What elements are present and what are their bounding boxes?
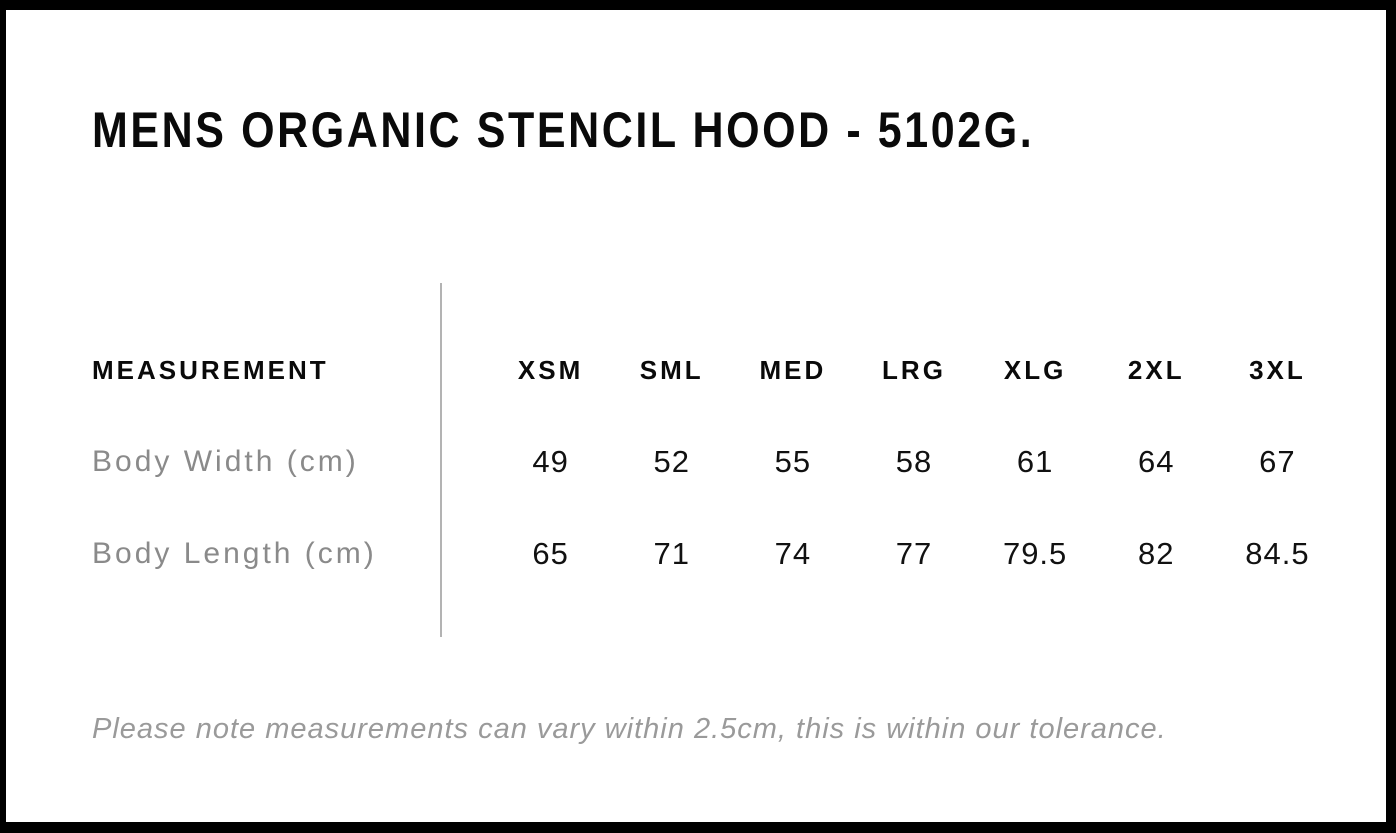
column-header-xsm: XSM: [517, 354, 584, 385]
column-header-lrg: LRG: [882, 354, 946, 385]
vertical-divider-line: [440, 283, 442, 637]
table-row-body-width: [92, 416, 1338, 508]
column-header-measurement: MEASUREMENT: [92, 354, 329, 385]
row-label-body-width: Body Width (cm): [92, 445, 359, 478]
body-width-value-2xl: 64: [1138, 444, 1175, 479]
column-header-xlg: XLG: [1003, 354, 1067, 385]
body-width-value-lrg: 58: [895, 444, 933, 479]
body-length-value-3xl: 84.5: [1245, 536, 1310, 571]
size-guide-content: [6, 10, 1386, 822]
page-title: MENS ORGANIC STENCIL HOOD - 5102G.: [92, 102, 1035, 158]
body-length-value-2xl: 82: [1138, 536, 1175, 571]
body-length-value-sml: 71: [653, 536, 690, 571]
column-header-3xl: 3XL: [1249, 354, 1306, 385]
body-width-value-3xl: 67: [1259, 444, 1296, 479]
body-length-value-xsm: 65: [532, 536, 569, 571]
tolerance-note: Please note measurements can vary within 2.5cm, this is within our tolerance.: [92, 713, 1167, 745]
body-width-value-med: 55: [774, 444, 812, 479]
body-width-value-sml: 52: [653, 444, 690, 479]
column-header-med: MED: [759, 354, 827, 385]
body-length-value-xlg: 79.5: [1002, 536, 1068, 571]
body-width-value-xlg: 61: [1016, 444, 1054, 479]
column-header-sml: SML: [639, 354, 704, 385]
size-chart-table: [92, 324, 1338, 600]
column-header-2xl: 2XL: [1127, 354, 1185, 385]
body-width-value-xsm: 49: [532, 444, 569, 479]
table-row-body-length: [92, 508, 1338, 600]
row-label-body-length: Body Length (cm): [92, 537, 377, 570]
body-length-value-med: 74: [774, 536, 812, 571]
table-header-row: [92, 324, 1338, 416]
body-length-value-lrg: 77: [895, 536, 933, 571]
